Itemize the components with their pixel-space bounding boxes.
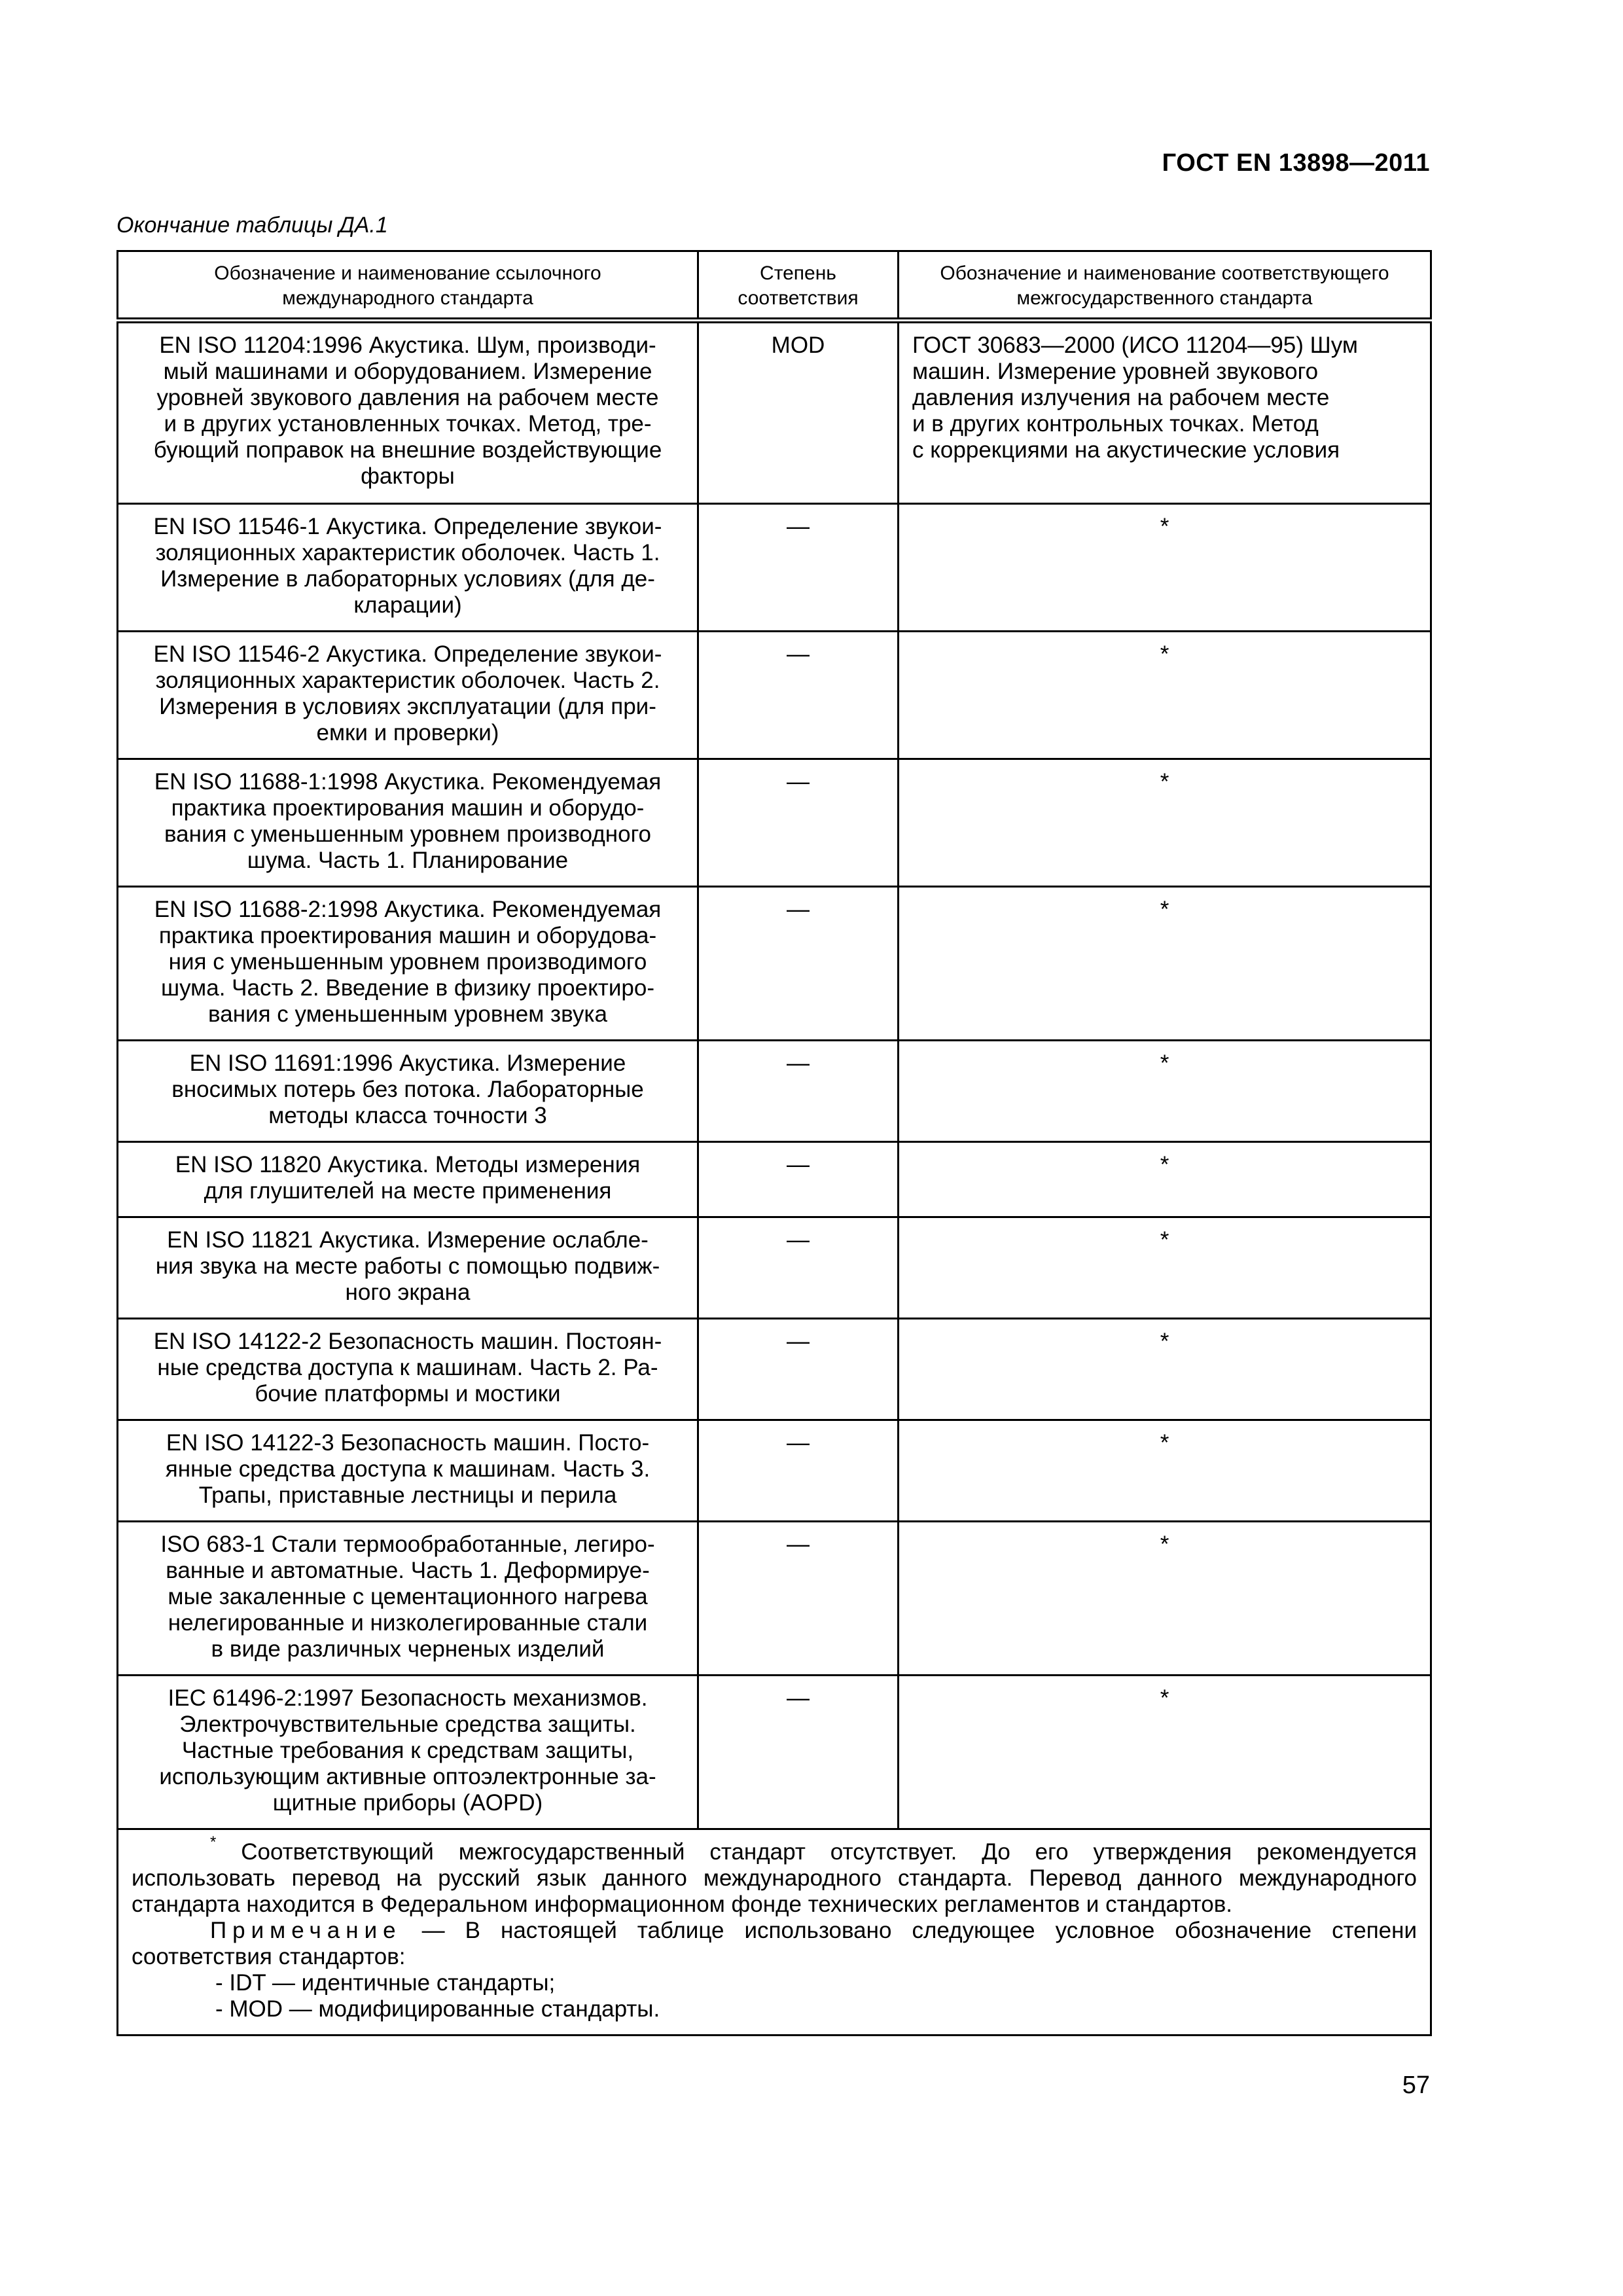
note-list-item: - MOD — модифицированные стандарты. (215, 1996, 660, 2022)
reference-standard-cell: EN ISO 11546-2 Акустика. Определение звукои- золяционных характеристик оболочек. Часть 2. Измерения в условиях эксплуатации (для при- емки и проверки) (118, 632, 698, 759)
table-row (118, 632, 1431, 759)
degree-cell: MOD (698, 321, 899, 504)
degree-cell: — (698, 1142, 899, 1217)
degree-cell: — (698, 1217, 899, 1319)
interstate-standard-cell: * (899, 1217, 1431, 1319)
reference-standard-cell: EN ISO 11688-2:1998 Акустика. Рекомендуемая практика проектирования машин и оборудова- ния с уменьшенным уровнем производимого шума. Часть 2. Введение в физику проектиро- вания с уменьшенным уровнем звука (118, 887, 698, 1041)
interstate-standard-cell: * (899, 1142, 1431, 1217)
footnote-row (118, 1829, 1431, 2036)
degree-cell: — (698, 1522, 899, 1676)
reference-standard-cell: EN ISO 11546-1 Акустика. Определение звукои- золяционных характеристик оболочек. Часть 1. Измерение в лабораторных условиях (для де- кларации) (118, 504, 698, 632)
table-row (118, 1522, 1431, 1676)
degree-cell: — (698, 1319, 899, 1420)
degree-cell: — (698, 887, 899, 1041)
document-designation: ГОСТ EN 13898—2011 (1162, 149, 1430, 177)
note-text: — В настоящей таблице использовано следующее условное обозначение степени соответствия стандартов: (132, 1918, 1417, 1969)
column-header-degree: Степень соответствия (698, 251, 899, 321)
standards-correspondence-table (116, 250, 1432, 2036)
interstate-standard-cell: * (899, 1676, 1431, 1829)
reference-standard-cell: EN ISO 11820 Акустика. Методы измерения для глушителей на месте применения (118, 1142, 698, 1217)
table-footnote (118, 1829, 1431, 2036)
table-row (118, 321, 1431, 504)
interstate-standard-cell: * (899, 632, 1431, 759)
column-header-interstate-standard: Обозначение и наименование соответствующего межгосударственного стандарта (899, 251, 1431, 321)
table-row (118, 759, 1431, 887)
note-paragraph (132, 1918, 1417, 1970)
interstate-standard-cell: * (899, 759, 1431, 887)
interstate-standard-cell: * (899, 1319, 1431, 1420)
degree-cell: — (698, 504, 899, 632)
reference-standard-cell: ISO 683-1 Стали термообработанные, легиро- ванные и автоматные. Часть 1. Деформируе- мые закаленные с цементационного нагрева нелегированные и низколегированные стали в виде различных черненых изделий (118, 1522, 698, 1676)
degree-cell: — (698, 759, 899, 887)
table-caption: Окончание таблицы ДА.1 (116, 213, 388, 238)
table-row (118, 1676, 1431, 1829)
column-header-reference-standard: Обозначение и наименование ссылочного международного стандарта (118, 251, 698, 321)
interstate-standard-cell: * (899, 1420, 1431, 1522)
footnote-star: * (210, 1833, 217, 1852)
table-row (118, 1217, 1431, 1319)
degree-cell: — (698, 1676, 899, 1829)
table-row (118, 1142, 1431, 1217)
footnote-text: Соответствующий межгосударственный стандарт отсутствует. До его утверждения рекомендуется использовать перевод на русский язык данного международного стандарта. Перевод данного международного стандарта находится в Федеральном информационном фонде технических регламентов и стандартов. (132, 1839, 1417, 1917)
reference-standard-cell: EN ISO 11688-1:1998 Акустика. Рекомендуемая практика проектирования машин и оборудо- вания с уменьшенным уровнем производного шума. Часть 1. Планирование (118, 759, 698, 887)
degree-cell: — (698, 632, 899, 759)
table-row (118, 887, 1431, 1041)
table-row (118, 504, 1431, 632)
table-header-row (118, 251, 1431, 321)
interstate-standard-cell: ГОСТ 30683—2000 (ИСО 11204—95) Шум машин. Измерение уровней звукового давления излучения на рабочем месте и в других контрольных точках. Метод с коррекциями на акустические условия (899, 321, 1431, 504)
degree-cell: — (698, 1041, 899, 1142)
reference-standard-cell: EN ISO 14122-3 Безопасность машин. Посто- янные средства доступа к машинам. Часть 3. Трапы, приставные лестницы и перила (118, 1420, 698, 1522)
page-number: 57 (1402, 2072, 1430, 2099)
interstate-standard-cell: * (899, 1522, 1431, 1676)
reference-standard-cell: EN ISO 11204:1996 Акустика. Шум, производи- мый машинами и оборудованием. Измерение уровней звукового давления на рабочем месте и в других установленных точках. Метод, тре- бующий поправок на внешние воздействующие факторы (118, 321, 698, 504)
footnote-paragraph (132, 1833, 1417, 1918)
reference-standard-cell: EN ISO 14122-2 Безопасность машин. Постоян- ные средства доступа к машинам. Часть 2. Ра- бочие платформы и мостики (118, 1319, 698, 1420)
interstate-standard-cell: * (899, 1041, 1431, 1142)
degree-cell: — (698, 1420, 899, 1522)
table-row (118, 1319, 1431, 1420)
note-list-item: - IDT — идентичные стандарты; (215, 1970, 556, 1996)
interstate-standard-cell: * (899, 504, 1431, 632)
reference-standard-cell: EN ISO 11691:1996 Акустика. Измерение вносимых потерь без потока. Лабораторные методы класса точности 3 (118, 1041, 698, 1142)
reference-standard-cell: IEC 61496-2:1997 Безопасность механизмов. Электрочувствительные средства защиты. Частные требования к средствам защиты, использующим активные оптоэлектронные за- щитные приборы (AOPD) (118, 1676, 698, 1829)
table-row (118, 1420, 1431, 1522)
interstate-standard-cell: * (899, 887, 1431, 1041)
note-label: Примечание (210, 1918, 402, 1943)
reference-standard-cell: EN ISO 11821 Акустика. Измерение ослабле- ния звука на месте работы с помощью подвиж- ного экрана (118, 1217, 698, 1319)
table-row (118, 1041, 1431, 1142)
